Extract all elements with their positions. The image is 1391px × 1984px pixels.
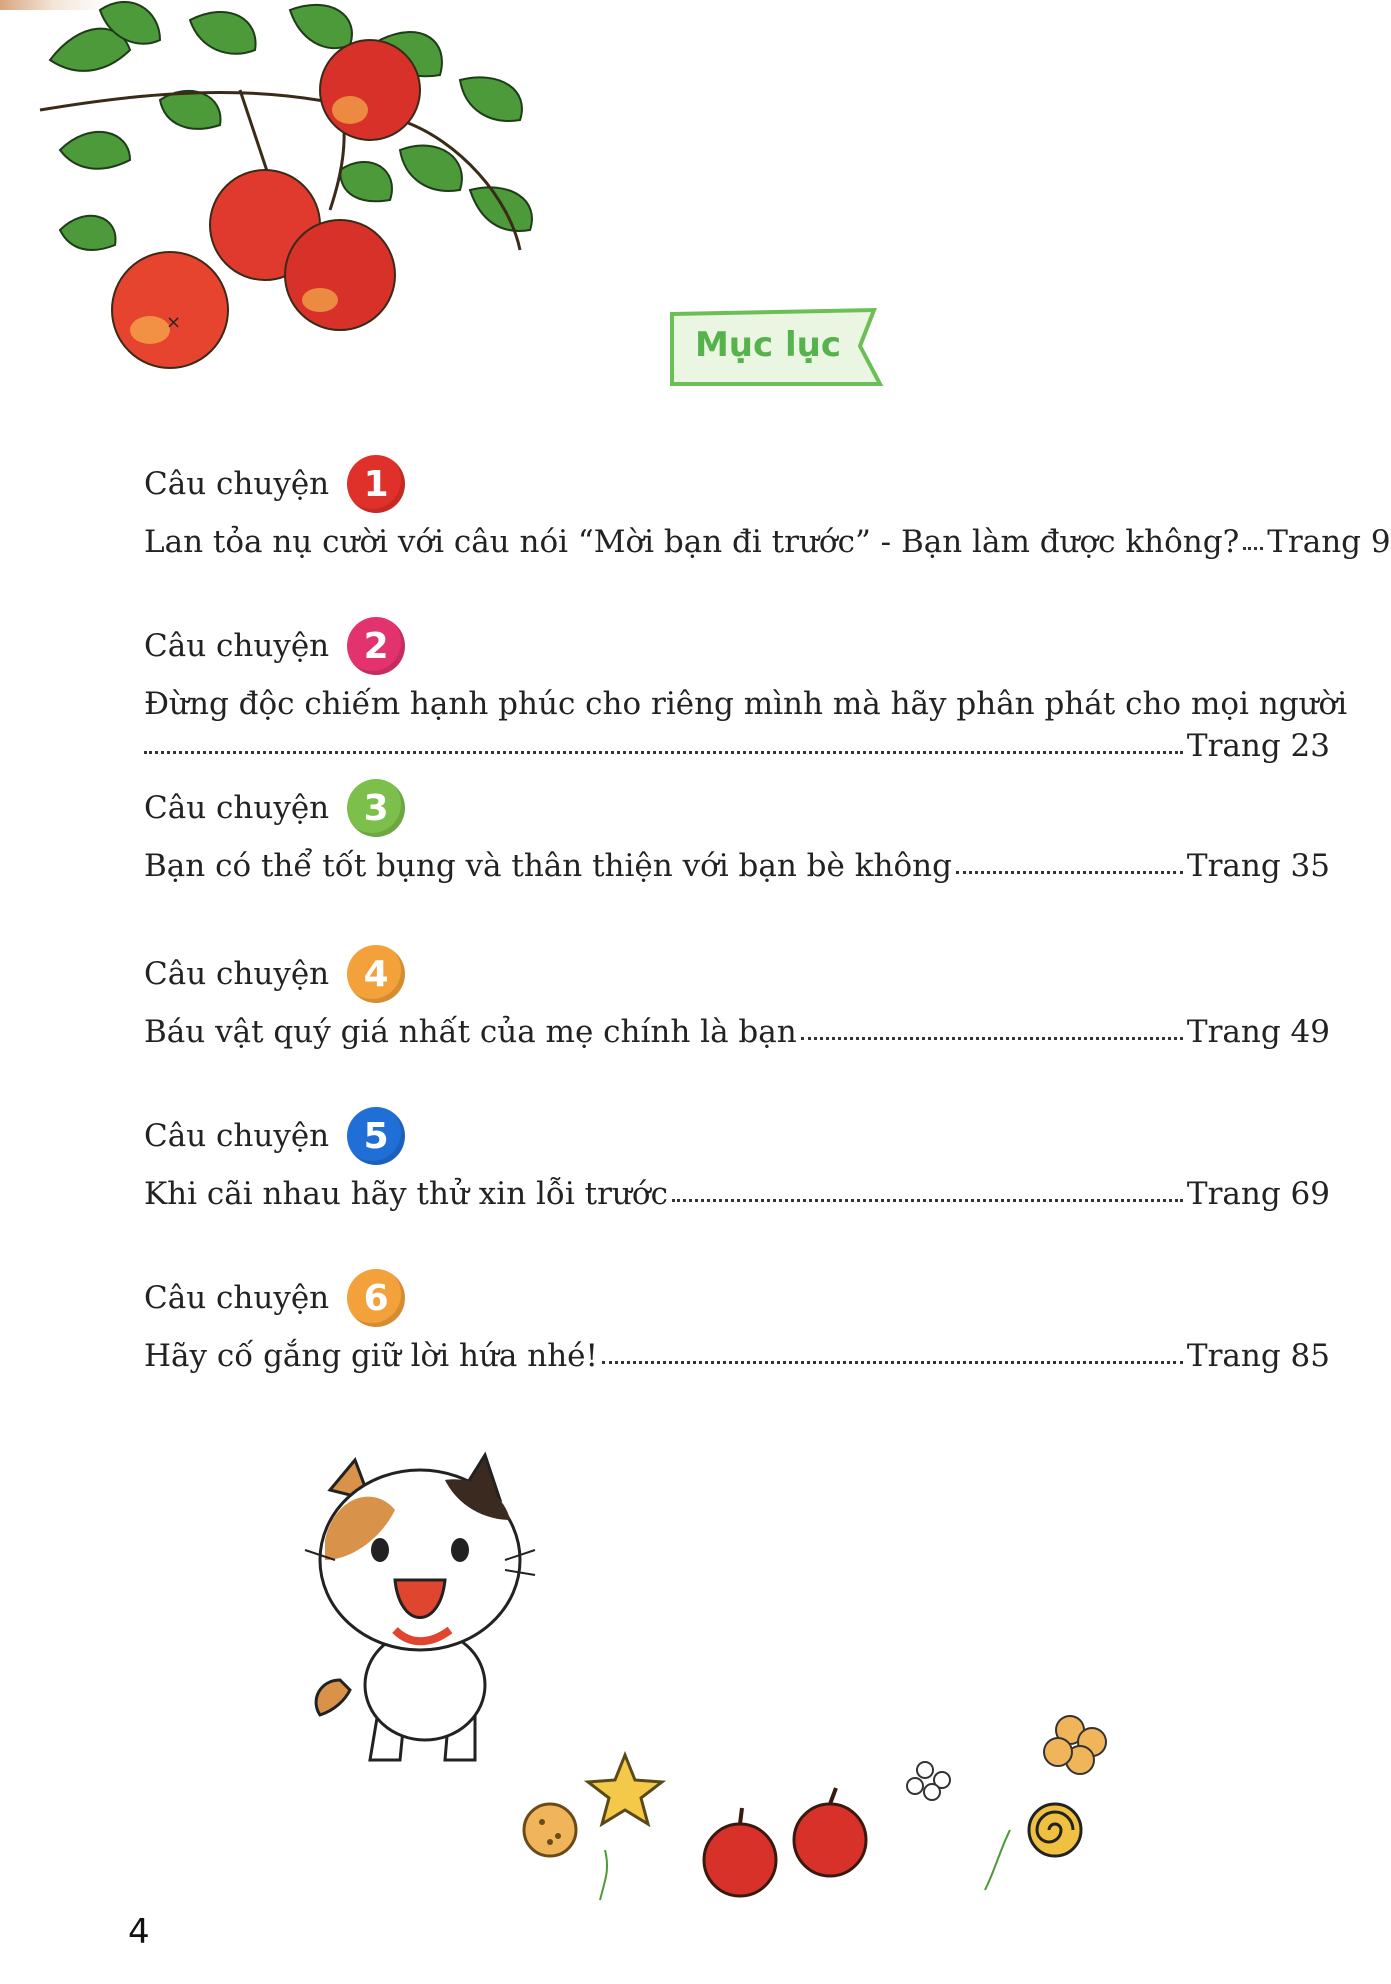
toc-entry[interactable] <box>144 776 1330 884</box>
apple-branch-illustration <box>40 0 580 360</box>
page-number: 4 <box>128 1912 150 1952</box>
flower-icon <box>907 1716 1106 1800</box>
leader-dots <box>956 871 1183 874</box>
cookie-icon <box>524 1804 576 1856</box>
story-label: Câu chuyện <box>144 956 330 992</box>
star-icon <box>588 1755 662 1824</box>
apple-icon <box>704 1788 866 1896</box>
story-page: Trang 69 <box>1186 1176 1330 1212</box>
story-page: Trang 9 <box>1267 524 1391 560</box>
leader-dots <box>1243 547 1263 550</box>
leader-dots <box>144 751 1183 754</box>
story-number-badge: 5 <box>347 1107 405 1165</box>
leader-dots <box>672 1199 1183 1202</box>
story-title: Đừng độc chiếm hạnh phúc cho riêng mình mà hãy phân phát cho mọi người <box>144 686 1348 722</box>
svg-text:×: × <box>166 312 182 333</box>
story-label: Câu chuyện <box>144 628 330 664</box>
toc-entry[interactable] <box>144 614 1348 764</box>
story-title: Bạn có thể tốt bụng và thân thiện với bạn bè không <box>144 848 952 884</box>
toc-entry[interactable] <box>144 942 1330 1050</box>
story-title: Báu vật quý giá nhất của mẹ chính là bạn <box>144 1014 797 1050</box>
story-title: Lan tỏa nụ cười với câu nói “Mời bạn đi trước” - Bạn làm được không? <box>144 524 1240 560</box>
leader-dots <box>801 1037 1183 1040</box>
leader-dots <box>602 1361 1183 1364</box>
story-title: Khi cãi nhau hãy thử xin lỗi trước <box>144 1176 668 1212</box>
story-page: Trang 35 <box>1186 848 1330 884</box>
calico-cat-illustration <box>300 1450 540 1770</box>
story-page: Trang 85 <box>1186 1338 1330 1374</box>
toc-entry[interactable] <box>144 452 1391 560</box>
story-label: Câu chuyện <box>144 1280 330 1316</box>
story-title: Hãy cố gắng giữ lời hứa nhé! <box>144 1338 598 1374</box>
story-number-badge: 1 <box>347 455 405 513</box>
toc-heading: Mục lục <box>694 325 842 365</box>
toc-entry[interactable] <box>144 1104 1330 1212</box>
story-page: Trang 23 <box>1186 728 1330 764</box>
toc-entry[interactable] <box>144 1266 1330 1374</box>
story-label: Câu chuyện <box>144 1118 330 1154</box>
story-label: Câu chuyện <box>144 466 330 502</box>
story-page: Trang 49 <box>1186 1014 1330 1050</box>
swirl-candy-icon <box>1029 1804 1081 1856</box>
story-number-badge: 6 <box>347 1269 405 1327</box>
decorative-doodles <box>510 1700 1130 1920</box>
story-label: Câu chuyện <box>144 790 330 826</box>
story-number-badge: 3 <box>347 779 405 837</box>
story-number-badge: 4 <box>347 945 405 1003</box>
story-number-badge: 2 <box>347 617 405 675</box>
